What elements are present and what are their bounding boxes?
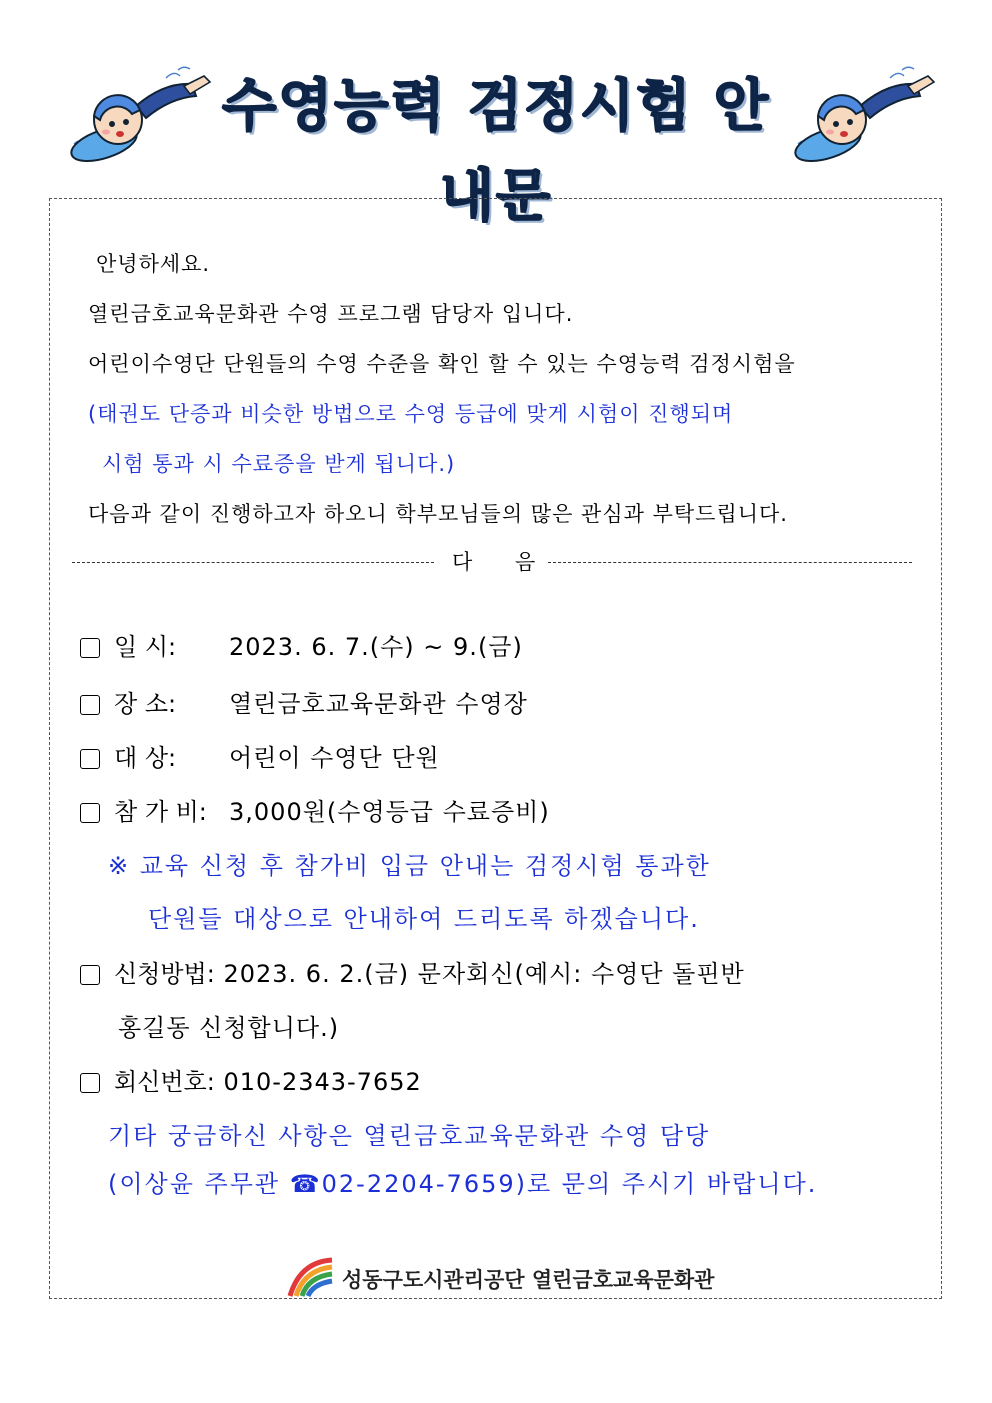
contact-line: 기타 궁금하신 사항은 열린금호교육문화관 수영 담당: [108, 1122, 711, 1150]
page-title: 수영능력 검정시험 안내문: [222, 74, 770, 229]
detail-label: 참 가 비:: [114, 798, 207, 826]
detail-label: 장 소:: [114, 690, 177, 718]
detail-label: 대 상:: [114, 744, 177, 772]
greeting-line: 다음과 같이 진행하고자 하오니 학부모님들의 많은 관심과 부탁드립니다.: [88, 502, 788, 526]
greeting-note-line: (태권도 단증과 비슷한 방법으로 수영 등급에 맞게 시험이 진행되며: [88, 402, 734, 426]
detail-label: 회신번호:: [114, 1068, 215, 1096]
checkbox-icon: [80, 749, 100, 769]
greeting-line: 열린금호교육문화관 수영 프로그램 담당자 입니다.: [88, 302, 574, 326]
checkbox-icon: [80, 695, 100, 715]
greeting-line: 안녕하세요.: [96, 252, 211, 276]
detail-fee: [80, 792, 550, 827]
detail-value: 열린금호교육문화관 수영장: [229, 690, 528, 718]
footer-org-name: 성동구도시관리공단 열린금호교육문화관: [342, 1268, 715, 1292]
detail-value: 3,000원(수영등급 수료증비): [229, 798, 550, 826]
detail-reply: [80, 1062, 422, 1097]
detail-label: 일 시:: [114, 633, 177, 661]
swimmer-illustration-left: [66, 56, 216, 166]
separator-dash-left: [72, 562, 434, 563]
checkbox-icon: [80, 965, 100, 985]
detail-place: [80, 684, 528, 719]
rainbow-logo-icon: [286, 1256, 336, 1298]
contact-line: (이상윤 주무관 ☎02-2204-7659)로 문의 주시기 바랍니다.: [108, 1170, 818, 1198]
detail-value: 2023. 6. 2.(금) 문자회신(예시: 수영단 돌핀반: [223, 960, 745, 988]
checkbox-icon: [80, 1073, 100, 1093]
swimmer-illustration-right: [790, 56, 940, 166]
checkbox-icon: [80, 803, 100, 823]
detail-label: 신청방법:: [114, 960, 215, 988]
detail-value: 2023. 6. 7.(수) ~ 9.(금): [229, 633, 523, 661]
detail-apply-continued: 홍길동 신청합니다.): [118, 1014, 340, 1042]
detail-target: [80, 738, 440, 773]
detail-apply: [80, 954, 745, 989]
fee-note-line: ※ 교육 신청 후 참가비 입금 안내는 검정시험 통과한: [108, 852, 711, 880]
fee-note-line: 단원들 대상으로 안내하여 드리도록 하겠습니다.: [148, 905, 700, 933]
detail-date: [80, 627, 523, 662]
detail-value: 010-2343-7652: [223, 1068, 422, 1096]
detail-value: 어린이 수영단 단원: [229, 744, 440, 772]
greeting-note-line: 시험 통과 시 수료증을 받게 됩니다.): [102, 452, 456, 476]
separator-dash-right: [548, 562, 912, 563]
checkbox-icon: [80, 638, 100, 658]
separator-label: 다 음: [452, 550, 554, 574]
greeting-line: 어린이수영단 단원들의 수영 수준을 확인 할 수 있는 수영능력 검정시험을: [88, 352, 796, 376]
section-separator: [72, 546, 912, 576]
